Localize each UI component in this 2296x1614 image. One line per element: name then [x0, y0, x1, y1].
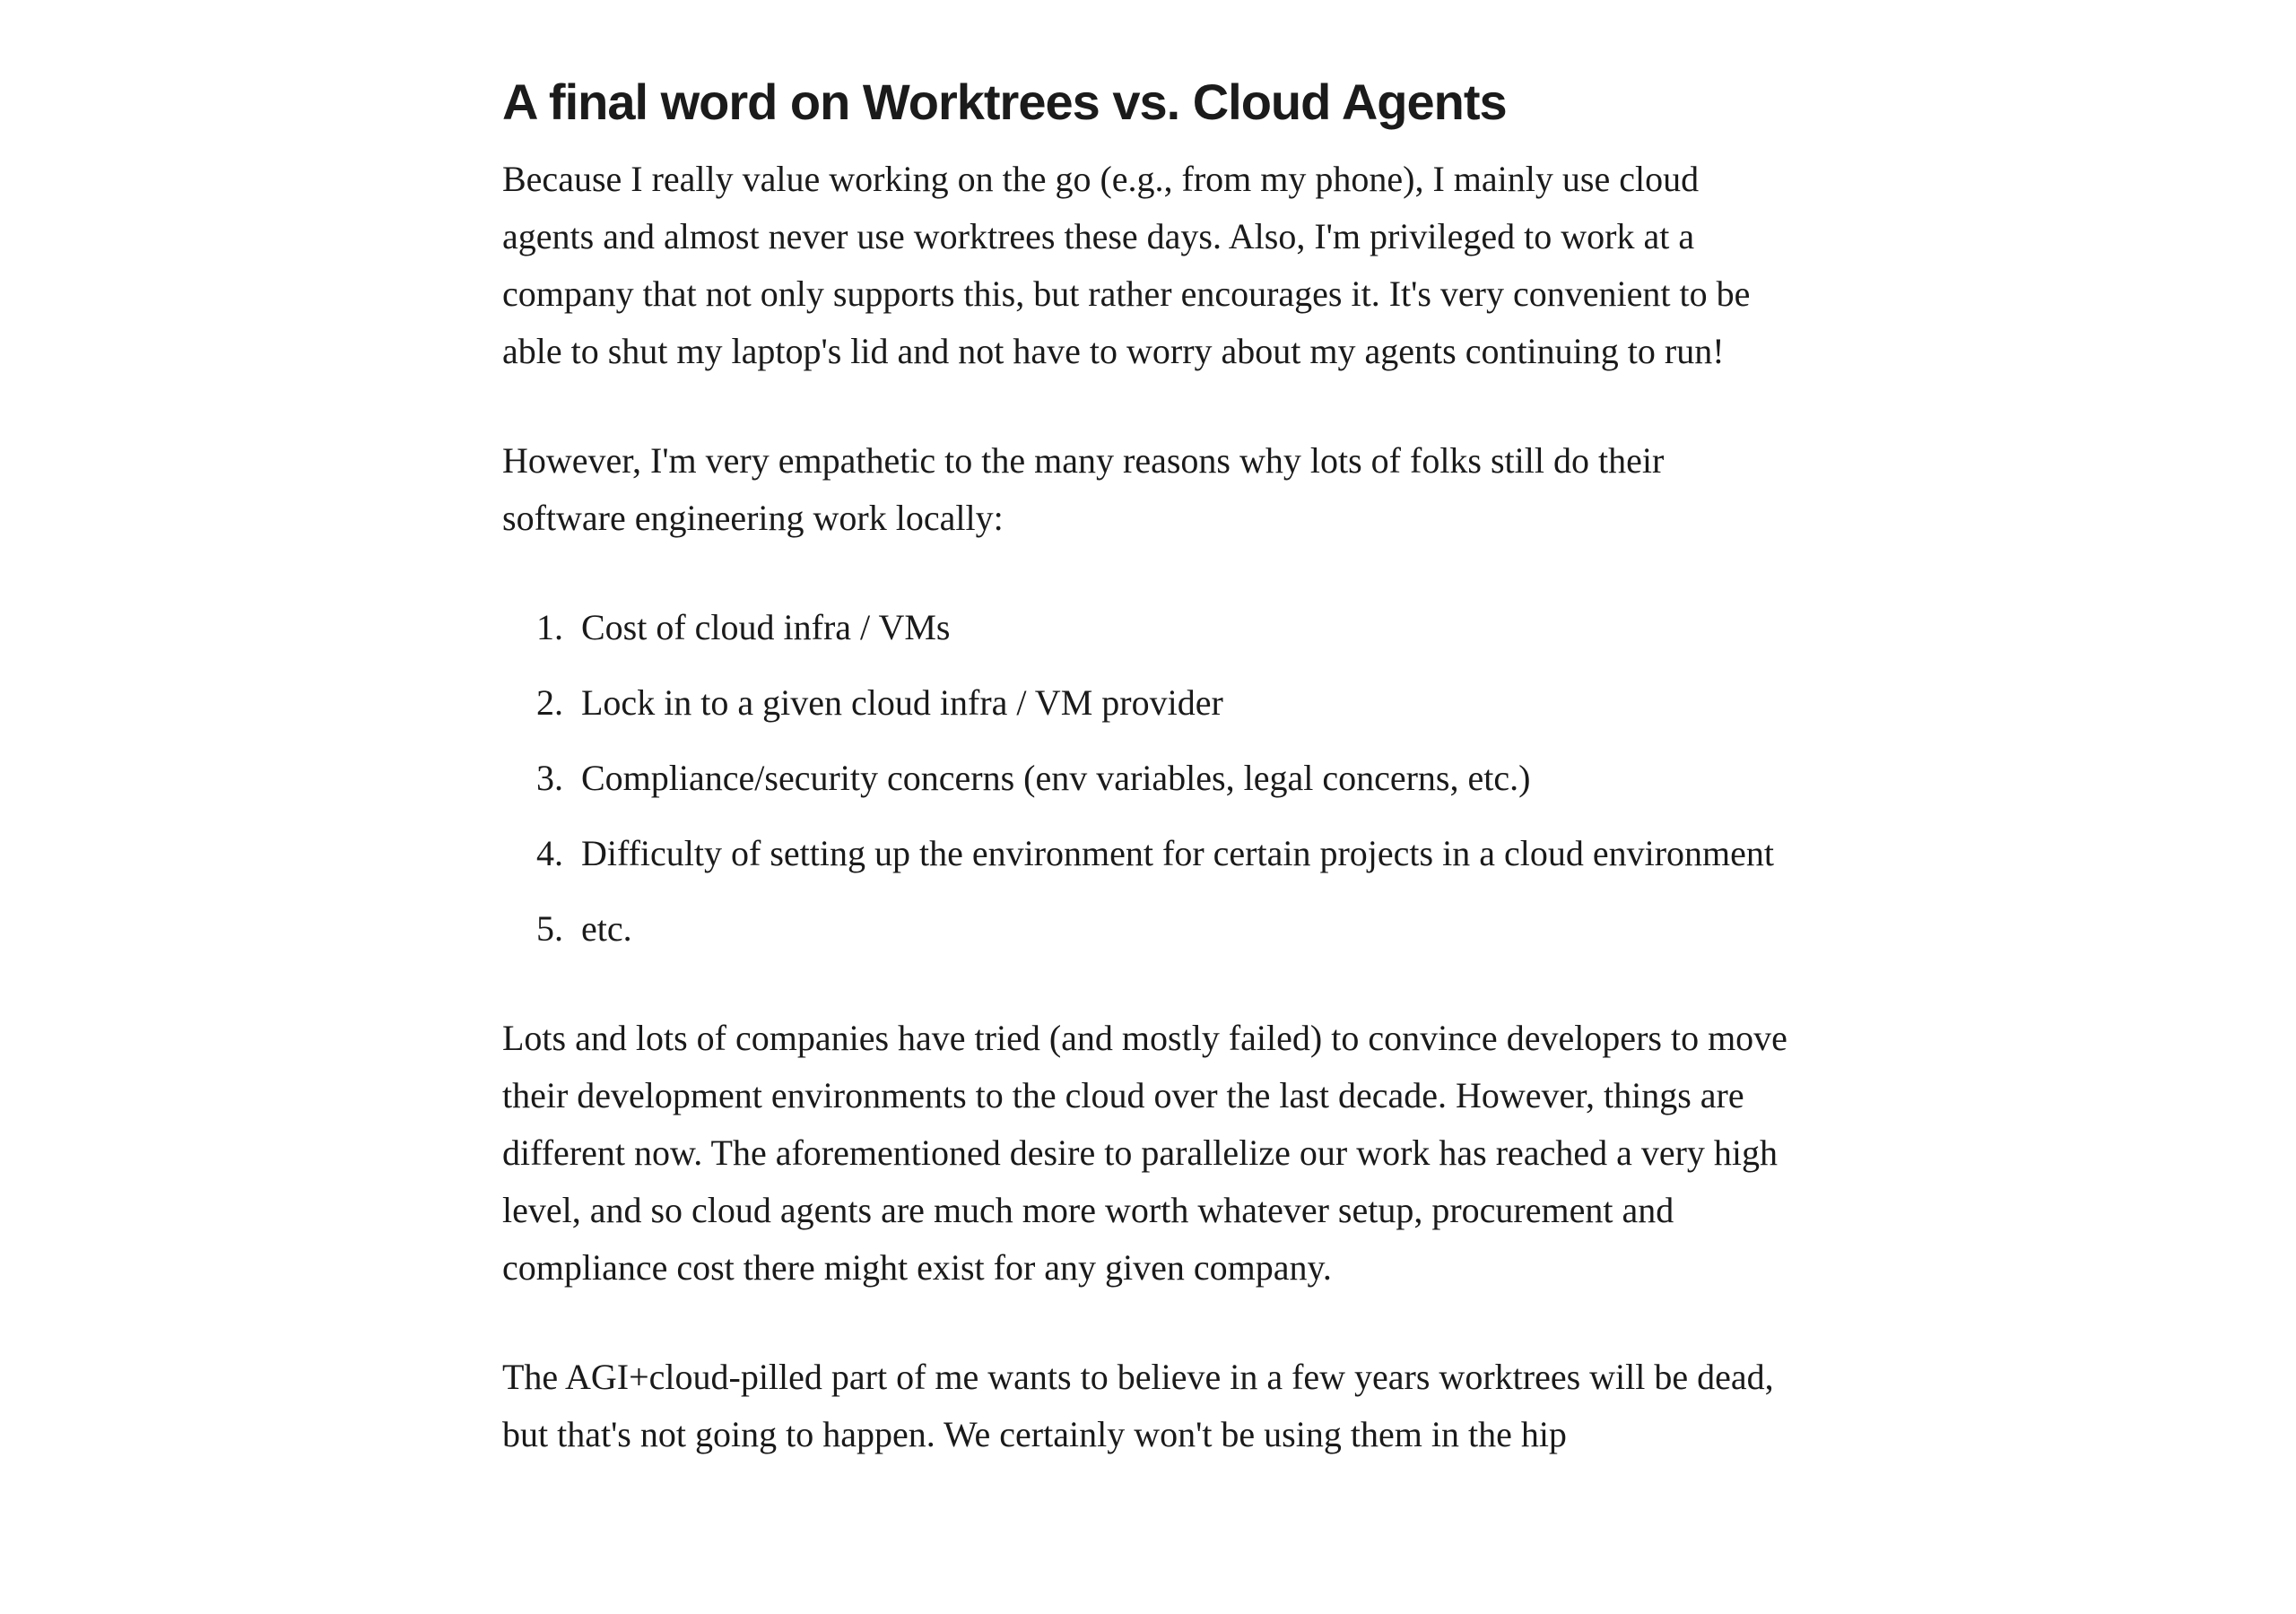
article — [502, 70, 1794, 1515]
list-item — [502, 674, 1794, 732]
list-item — [502, 750, 1794, 807]
reasons-list — [502, 599, 1794, 958]
paragraph-cloud-history: Lots and lots of companies have tried (and mostly failed) to convince developers to move their development environments to the cloud over the last decade. However, things are different now. The aforementioned desire to parallelize our work has reached a very high level, and so cloud agents are much more worth whatever setup, procurement and compliance cost there might exist for any given company. — [502, 1018, 1787, 1288]
list-item-number: 4. — [536, 833, 563, 873]
section-heading: A final word on Worktrees vs. Cloud Agents — [502, 74, 1507, 130]
list-item — [502, 825, 1794, 882]
list-item-text: Compliance/security concerns (env variables, legal concerns, etc.) — [581, 758, 1531, 798]
list-item-number: 3. — [536, 758, 563, 798]
paragraph-cloud-agents: Because I really value working on the go (e.g., from my phone), I mainly use cloud agents and almost never use worktrees these days. Also, I'm privileged to work at a company that not only supports this, but rather encourages it. It's very convenient to be able to shut my laptop's lid and not have to worry about my agents continuing to run! — [502, 159, 1751, 371]
list-item-text: Cost of cloud infra / VMs — [581, 607, 951, 647]
list-item-text: Lock in to a given cloud infra / VM provider — [581, 682, 1223, 723]
paragraph-agi-cloud: The AGI+cloud-pilled part of me wants to believe in a few years worktrees will be dead, but that's not going to happen. We certainly won't be using them in the hip — [502, 1357, 1774, 1454]
list-item-number: 1. — [536, 607, 563, 647]
list-item-text: etc. — [581, 908, 632, 949]
list-item-number: 2. — [536, 682, 563, 723]
paragraph-empathy: However, I'm very empathetic to the many reasons why lots of folks still do their software engineering work locally: — [502, 440, 1665, 538]
list-item-text: Difficulty of setting up the environment for certain projects in a cloud environment — [581, 833, 1774, 873]
list-item-number: 5. — [536, 908, 563, 949]
list-item — [502, 900, 1794, 958]
list-item — [502, 599, 1794, 656]
